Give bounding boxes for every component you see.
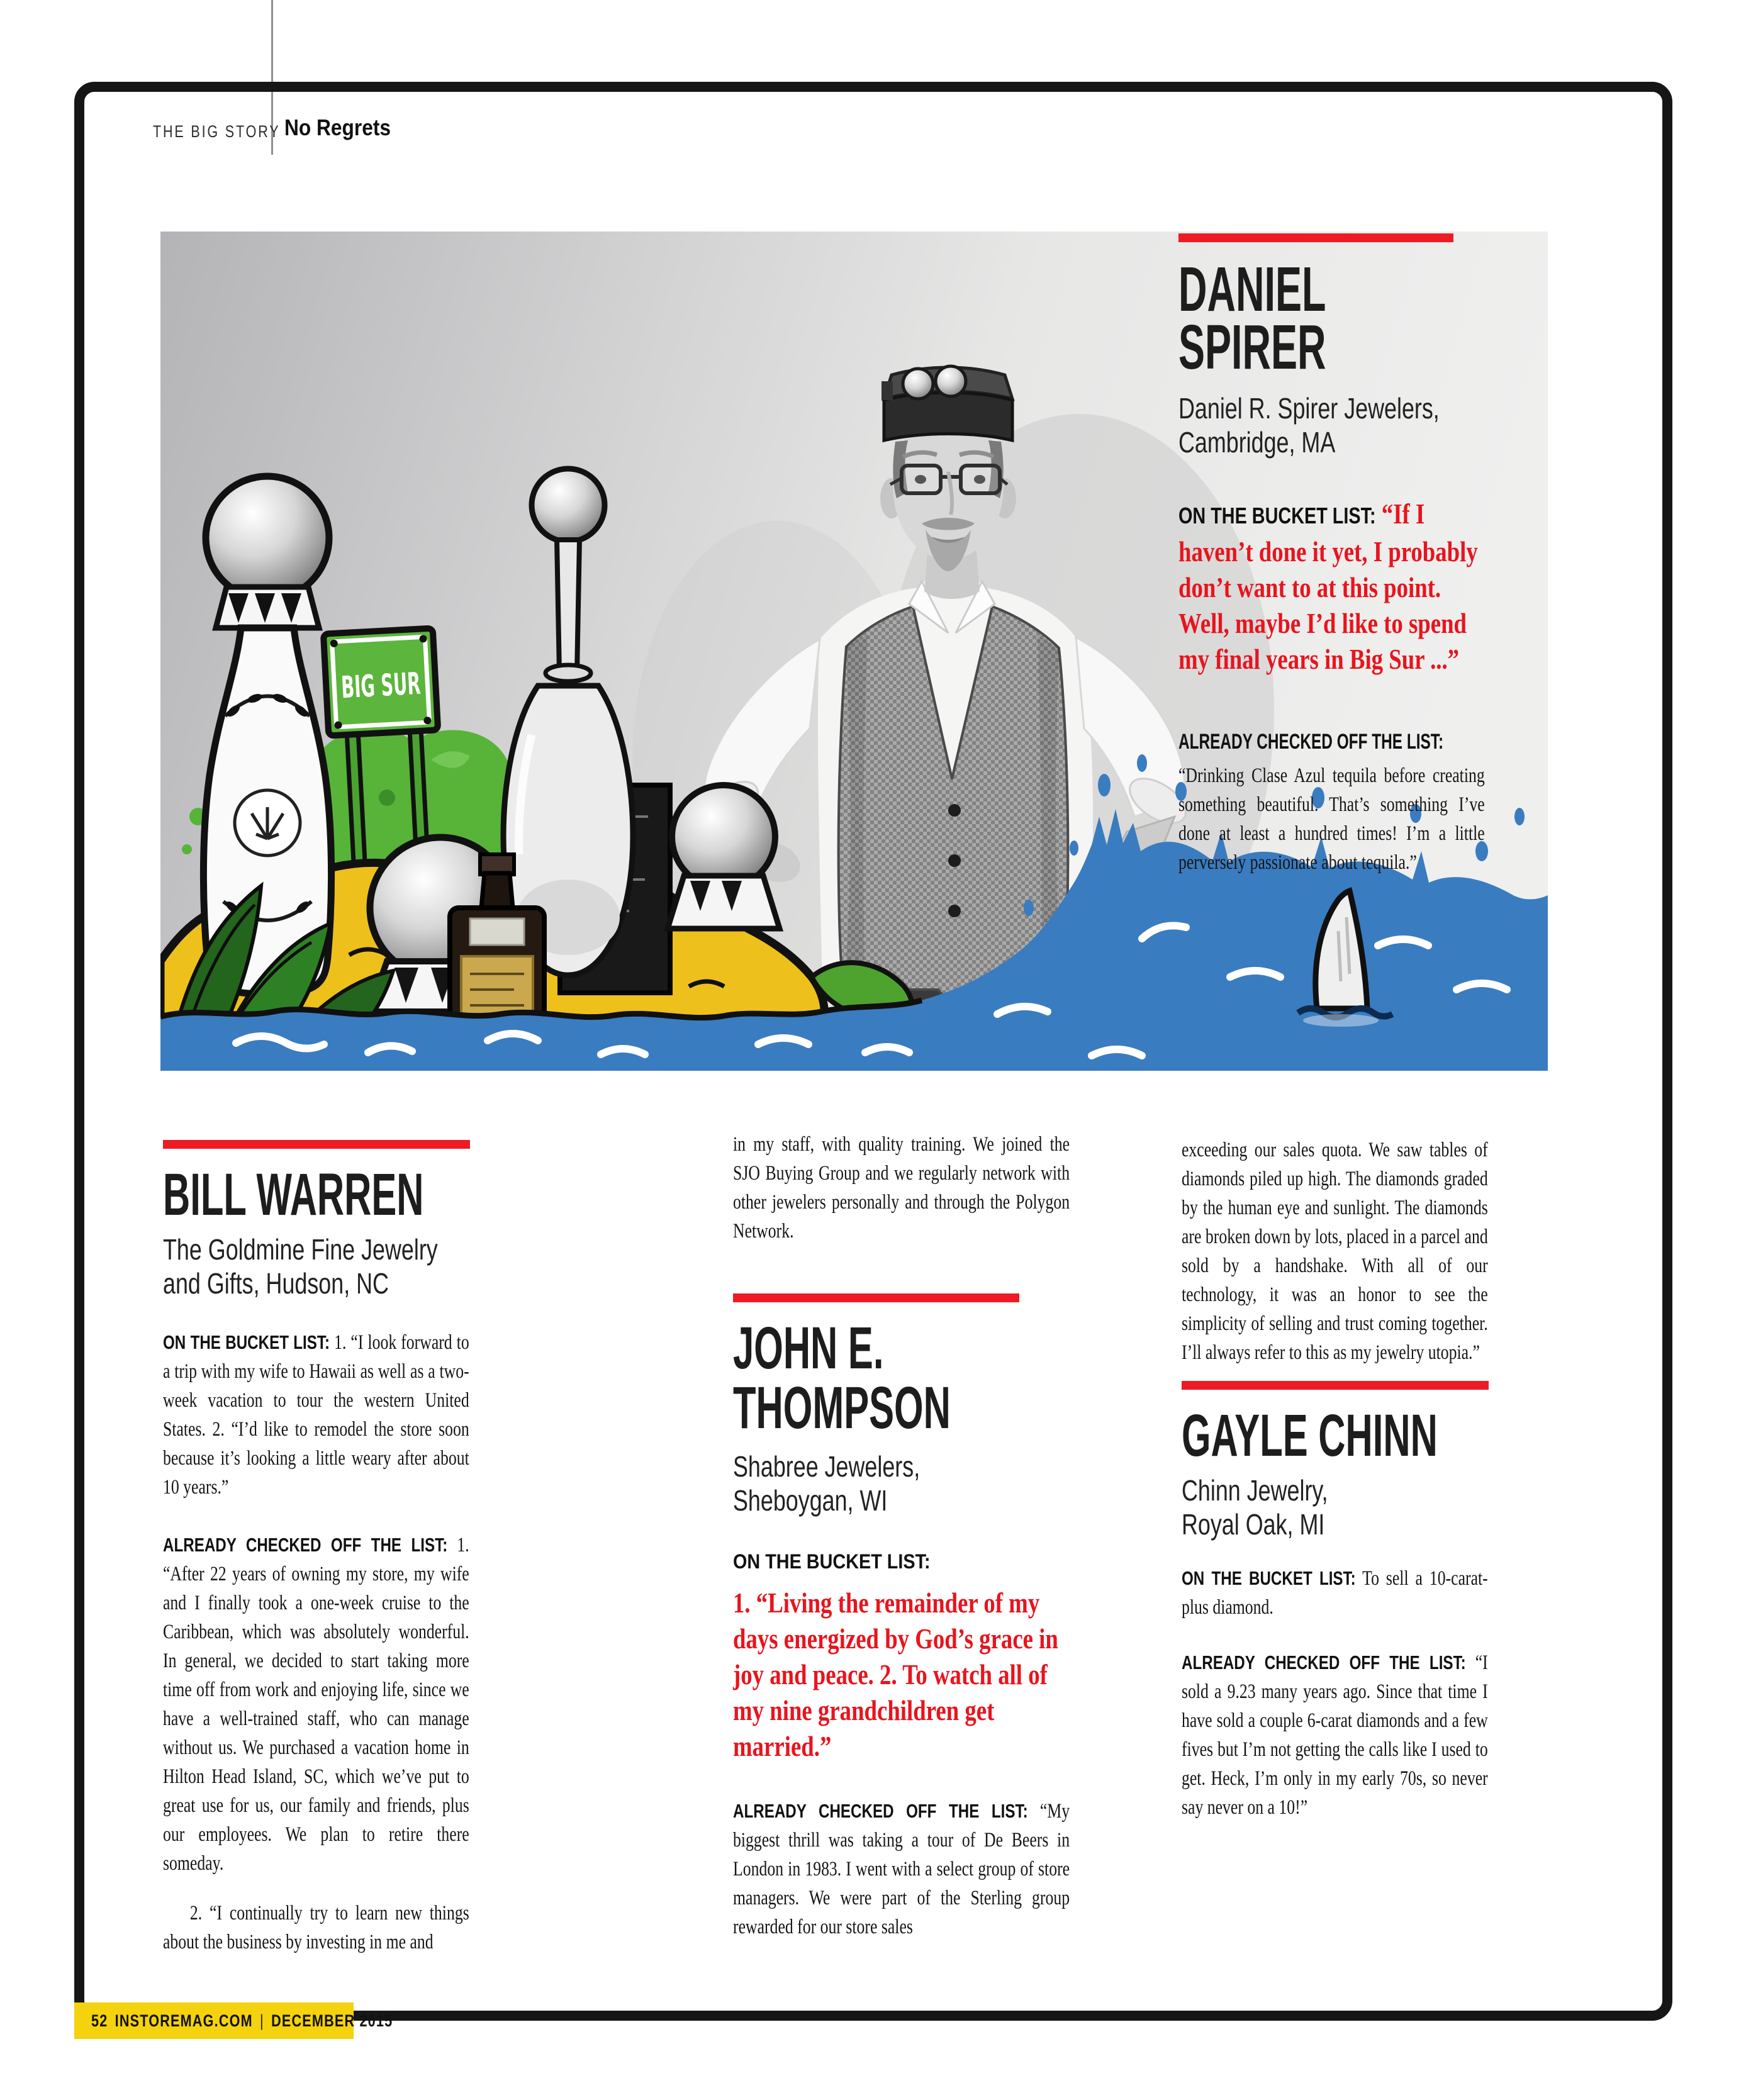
bucket-list-quote: ON THE BUCKET LIST: “If I haven’t done it yet, I probably don’t want to at this point. Well, maybe I’d like to spend my final years in Big Sur ...” (1178, 498, 1478, 675)
section-rule (733, 1293, 1019, 1302)
big-sur-sign-text: BIG SUR (340, 662, 481, 706)
checked-off-label: ALREADY CHECKED OFF THE LIST: (1182, 1651, 1466, 1673)
section-rule (1178, 233, 1453, 242)
profile-name: BILL WARREN (163, 1161, 424, 1228)
checked-off-label: ALREADY CHECKED OFF THE LIST: (1178, 730, 1444, 754)
section-rule (163, 1140, 470, 1149)
checked-off-label: ALREADY CHECKED OFF THE LIST: (163, 1534, 448, 1556)
continuation-paragraph: exceeding our sales quota. We saw tables of diamonds piled up high. The diamonds graded by the human eye and sunlight. The diamonds are broken down by lots, placed in a parcel and sold by a handshake. With all of our technology, it was an honor to see the simplicity of selling and trust coming together. I’ll always refer to this as my jewelry utopia.” (1182, 1139, 1488, 1364)
section-kicker: THE BIG STORY (153, 122, 281, 141)
checked-off-paragraph-2: 2. “I continually try to learn new things about the business by investing in me and (163, 1902, 469, 1953)
footer-date: DECEMBER 2015 (271, 2011, 393, 2030)
checked-off-paragraph: ALREADY CHECKED OFF THE LIST: “I sold a 9.23 many years ago. Since that time I have sold a couple 6-carat diamonds and a few fives but I’m not getting the calls like I used to get. Heck, I’m only in my early 70s, so never say never on a 10!” (1182, 1651, 1488, 1819)
profile-store: The Goldmine Fine Jewelry and Gifts, Hudson, NC (163, 1233, 438, 1300)
bucket-list-label: ON THE BUCKET LIST: (163, 1331, 330, 1353)
bucket-list-paragraph: ON THE BUCKET LIST: To sell a 10-carat-plus diamond. (1182, 1567, 1488, 1619)
profile-store: Shabree Jewelers, Sheboygan, WI (733, 1450, 921, 1517)
bucket-list-quote: 1. “Living the remainder of my days energized by God’s grace in joy and peace. 2. To watch all of my nine grandchildren get married.” (733, 1587, 1058, 1762)
bucket-list-label: ON THE BUCKET LIST: (1178, 503, 1376, 528)
bucket-list-label: ON THE BUCKET LIST: (1182, 1567, 1356, 1589)
page-title: No Regrets (284, 114, 391, 140)
profile-name: DANIEL SPIRER (1178, 254, 1326, 383)
profile-gayle-chinn (1182, 1136, 1488, 1843)
continuation-paragraph: in my staff, with quality training. We joined the SJO Buying Group and we regularly network with other jewelers personally and through the Polygon Network. (733, 1133, 1070, 1243)
profile-name: JOHN E. THOMPSON (733, 1315, 951, 1441)
section-rule (1182, 1381, 1489, 1390)
profile-bill-warren (163, 1132, 469, 1977)
checked-off-paragraph: ALREADY CHECKED OFF THE LIST: “My biggest thrill was taking a tour of De Beers in London in 1983. I went with a select group of store managers. We were part of the Sterling group rewarded for our store sales (733, 1800, 1070, 1938)
footer-site: INSTOREMAG.COM (115, 2011, 253, 2030)
checked-off-label: ALREADY CHECKED OFF THE LIST: (733, 1800, 1028, 1822)
footer-separator: | (260, 2011, 264, 2030)
page-number: 52 (91, 2011, 108, 2030)
bucket-list-label: ON THE BUCKET LIST: (733, 1550, 931, 1573)
profile-john-thompson (733, 1130, 1070, 1962)
footer-bar (74, 2002, 393, 2039)
bucket-list-paragraph: ON THE BUCKET LIST: 1. “I look forward to a trip with my wife to Hawaii as well as a two-week vacation to tour the western United States. 2. “I’d like to remodel the store soon because it’s looking a little weary after about 10 years.” (163, 1331, 469, 1499)
profile-store: Chinn Jewelry, Royal Oak, MI (1182, 1474, 1328, 1541)
footer-text (91, 2011, 393, 2031)
checked-off-paragraph: ALREADY CHECKED OFF THE LIST: 1. “After 22 years of owning my store, my wife and I finally took a one-week cruise to the Caribbean, which was absolutely wonderful. In general, we decided to start taking more time off from work and enjoying life, since we have a well-trained staff, who can manage without us. We purchased a vacation home in Hilton Head Island, SC, which we’ve put to great use for us, our family and friends, plus our employees. We plan to retire there someday. (163, 1534, 469, 1875)
profile-name: GAYLE CHINN (1182, 1402, 1438, 1469)
checked-off-paragraph: ALREADY CHECKED OFF THE LIST: “Drinking Clase Azul tequila before creating something beautiful. That’s something I’ve done at least a hundred times! I’m a little perversely passionate about tequila.” (1178, 727, 1485, 877)
profile-store: Daniel R. Spirer Jewelers, Cambridge, MA (1178, 392, 1440, 459)
